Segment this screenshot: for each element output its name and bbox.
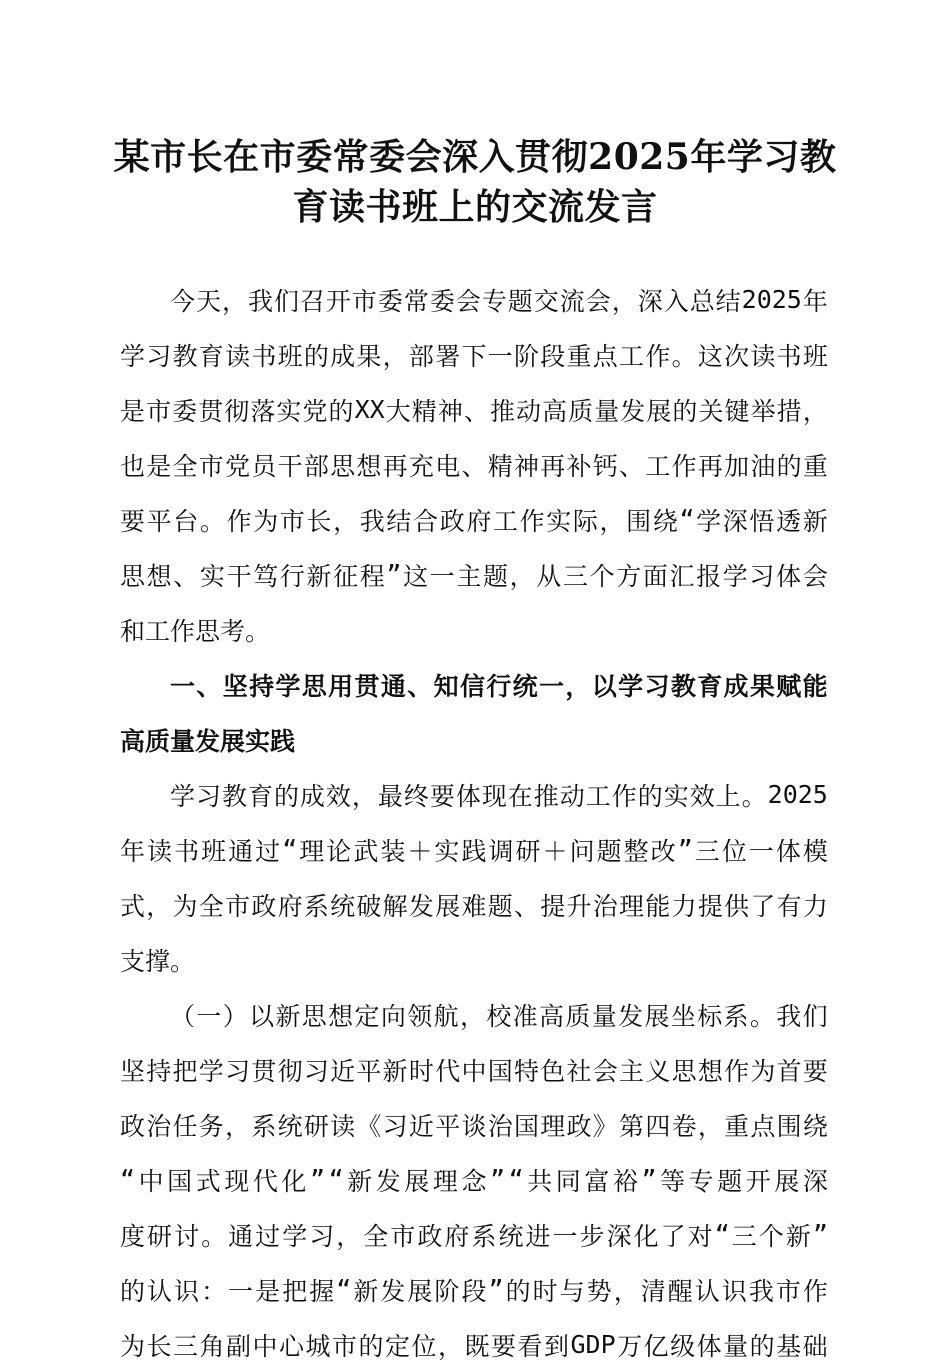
paragraph — [120, 272, 828, 657]
text-line: 也 是 全 市 党 员 干 部 思 想 再 充 电 、 精 神 再 补 钙 、 工 作 再 加 油 的 重 — [120, 451, 828, 481]
paragraph — [120, 987, 828, 1372]
document-title — [110, 132, 840, 232]
text-line: 为 长 三 角 副 中 心 城 市 的 定 位 ， 既 要 看 到 GDP 万 亿 级 体 量 的 基 础 — [120, 1330, 828, 1361]
text-line: 式 ， 为 全 市 政 府 系 统 破 解 发 展 难 题 、 提 升 治 理 能 力 提 供 了 有 力 — [120, 891, 828, 921]
text-line: 要 平 台 。 作 为 市 长 ， 我 结 合 政 府 工 作 实 际 ， 围 绕 “ 学 深 悟 透 新 — [120, 505, 828, 536]
text-line: 思 想 、 实 干 笃 行 新 征 程 ” 这 一 主 题 ， 从 三 个 方 面 汇 报 学 习 体 会 — [120, 560, 828, 591]
text-line: 的 认 识 ： 一 是 把 握 “ 新 发 展 阶 段 ” 的 时 与 势 ， 清 醒 认 识 我 市 作 — [120, 1275, 828, 1306]
text-line: 高质量发展实践 — [120, 726, 296, 756]
document-body — [120, 272, 828, 1372]
text-line: 和工作思考。 — [120, 616, 271, 646]
paragraph — [120, 767, 828, 987]
text-line: “ 中 国 式 现 代 化 ” “ 新 发 展 理 念 ” “ 共 同 富 裕 ” 等 专 题 开 展 深 — [120, 1165, 828, 1196]
text-line: 年 读 书 班 通 过 “ 理 论 武 装 ＋ 实 践 调 研 ＋ 问 题 整 改 ” 三 位 一 体 模 — [120, 835, 828, 866]
section-heading — [120, 657, 828, 767]
text-line: 度 研 讨 。 通 过 学 习 ， 全 市 政 府 系 统 进 一 步 深 化 了 对 “ 三 个 新 ” — [120, 1220, 828, 1251]
text-line: （ 一 ） 以 新 思 想 定 向 领 航 ， 校 准 高 质 量 发 展 坐 标 系 。 我 们 — [170, 1001, 828, 1031]
text-line: 今 天 ， 我 们 召 开 市 委 常 委 会 专 题 交 流 会 ， 深 入 总 结 2025 年 — [170, 285, 828, 316]
text-line: 学 习 教 育 读 书 班 的 成 果 ， 部 署 下 一 阶 段 重 点 工 作 。 这 次 读 书 班 — [120, 341, 828, 371]
title-line: 某市长在市委常委会深入贯彻2025年学习教 — [113, 136, 837, 178]
text-line: 支撑。 — [120, 946, 196, 976]
text-line: 学 习 教 育 的 成 效 ， 最 终 要 体 现 在 推 动 工 作 的 实 效 上 。 2025 — [170, 780, 828, 811]
text-line: 政 治 任 务 ， 系 统 研 读 《 习 近 平 谈 治 国 理 政 》 第 四 卷 ， 重 点 围 绕 — [120, 1111, 828, 1141]
text-line: 一 、 坚 持 学 思 用 贯 通 、 知 信 行 统 一 ， 以 学 习 教 育 成 果 赋 能 — [170, 671, 828, 701]
title-line: 育读书班上的交流发言 — [292, 186, 658, 228]
text-line: 是 市 委 贯 彻 落 实 党 的 XX 大 精 神 、 推 动 高 质 量 发 展 的 关 键 举 措 ， — [120, 395, 828, 426]
text-line: 坚 持 把 学 习 贯 彻 习 近 平 新 时 代 中 国 特 色 社 会 主 义 思 想 作 为 首 要 — [120, 1056, 828, 1086]
